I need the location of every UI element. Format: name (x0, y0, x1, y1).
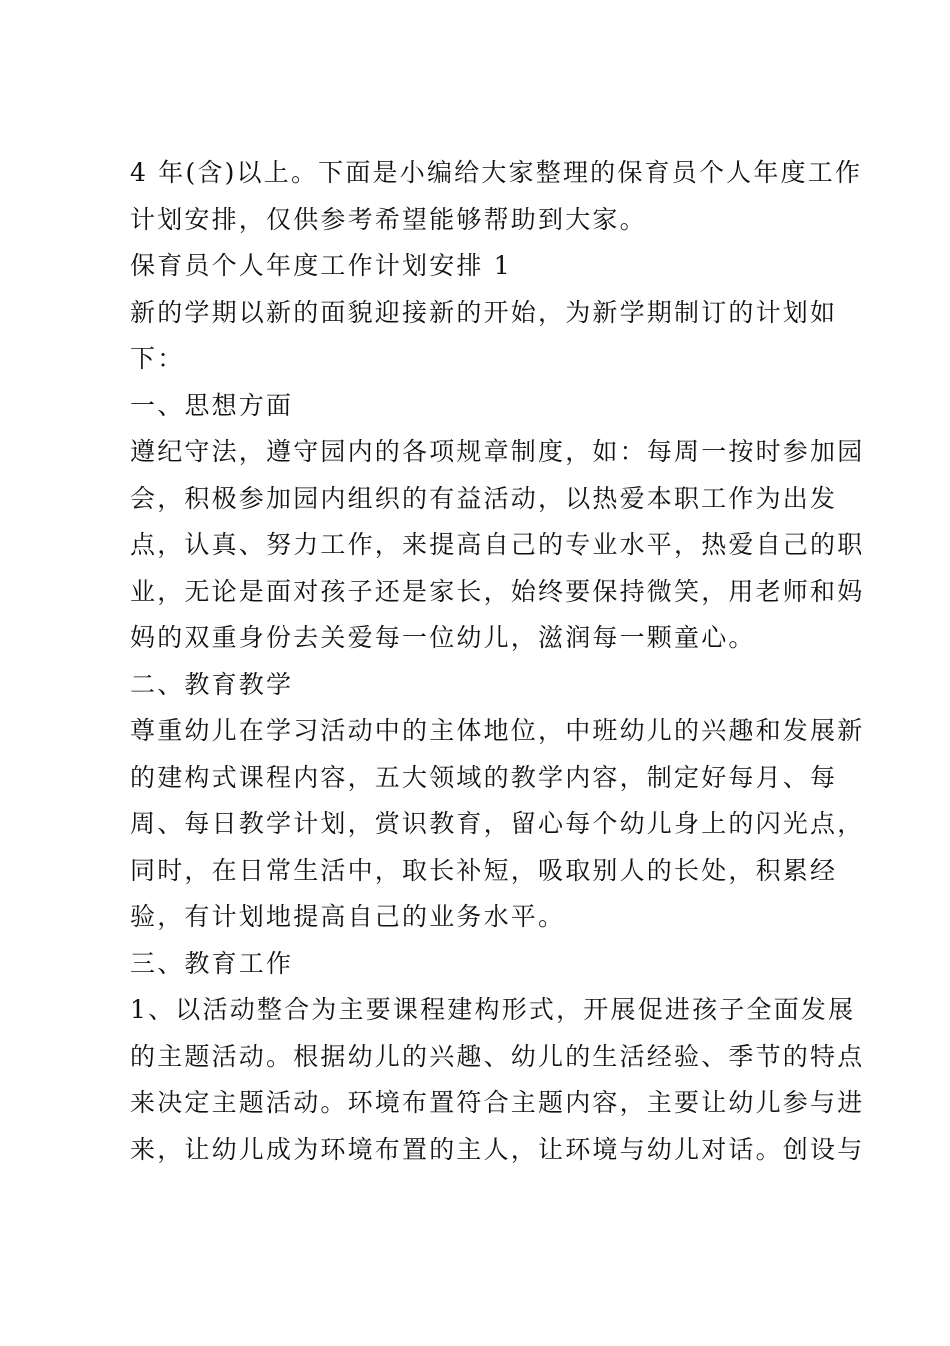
paragraph-line: 遵纪守法，遵守园内的各项规章制度，如：每周一按时参加园 (130, 437, 865, 466)
paragraph-line: 同时，在日常生活中，取长补短，吸取别人的长处，积累经 (130, 855, 838, 885)
heading-education-work: 三、教育工作 (130, 948, 294, 978)
document-body (130, 150, 865, 1173)
intro-line-1: 4 年(含)以上。下面是小编给大家整理的保育员个人年度工作 (130, 158, 863, 187)
paragraph-line: 会，积极参加园内组织的有益活动，以热爱本职工作为出发 (130, 483, 838, 513)
paragraph-line: 业，无论是面对孩子还是家长，始终要保持微笑，用老师和妈 (130, 576, 865, 606)
paragraph-line: 新的学期以新的面貌迎接新的开始，为新学期制订的计划如 (130, 297, 838, 327)
heading-thought: 一、思想方面 (130, 390, 294, 420)
paragraph-line: 来，让幼儿成为环境布置的主人，让环境与幼儿对话。创设与 (130, 1134, 865, 1164)
paragraph-line: 的建构式课程内容，五大领域的教学内容，制定好每月、每 (130, 762, 838, 792)
intro-line-2: 计划安排，仅供参考希望能够帮助到大家。 (130, 204, 647, 234)
paragraph-line: 周、每日教学计划，赏识教育，留心每个幼儿身上的闪光点， (130, 809, 865, 838)
paragraph-line: 点，认真、努力工作，来提高自己的专业水平，热爱自己的职 (130, 530, 865, 559)
paragraph-line: 1、以活动整合为主要课程建构形式，开展促进孩子全面发展 (130, 995, 856, 1024)
heading-teaching: 二、教育教学 (130, 669, 294, 699)
section-title: 保育员个人年度工作计划安排 1 (130, 251, 512, 280)
paragraph-line: 尊重幼儿在学习活动中的主体地位，中班幼儿的兴趣和发展新 (130, 716, 865, 745)
paragraph-line: 来决定主题活动。环境布置符合主题内容，主要让幼儿参与进 (130, 1088, 865, 1117)
paragraph-line: 下： (130, 344, 185, 373)
paragraph-line: 的主题活动。根据幼儿的兴趣、幼儿的生活经验、季节的特点 (130, 1041, 865, 1071)
paragraph-line: 验，有计划地提高自己的业务水平。 (130, 902, 566, 931)
paragraph-line: 妈的双重身份去关爱每一位幼儿，滋润每一颗童心。 (130, 623, 756, 652)
